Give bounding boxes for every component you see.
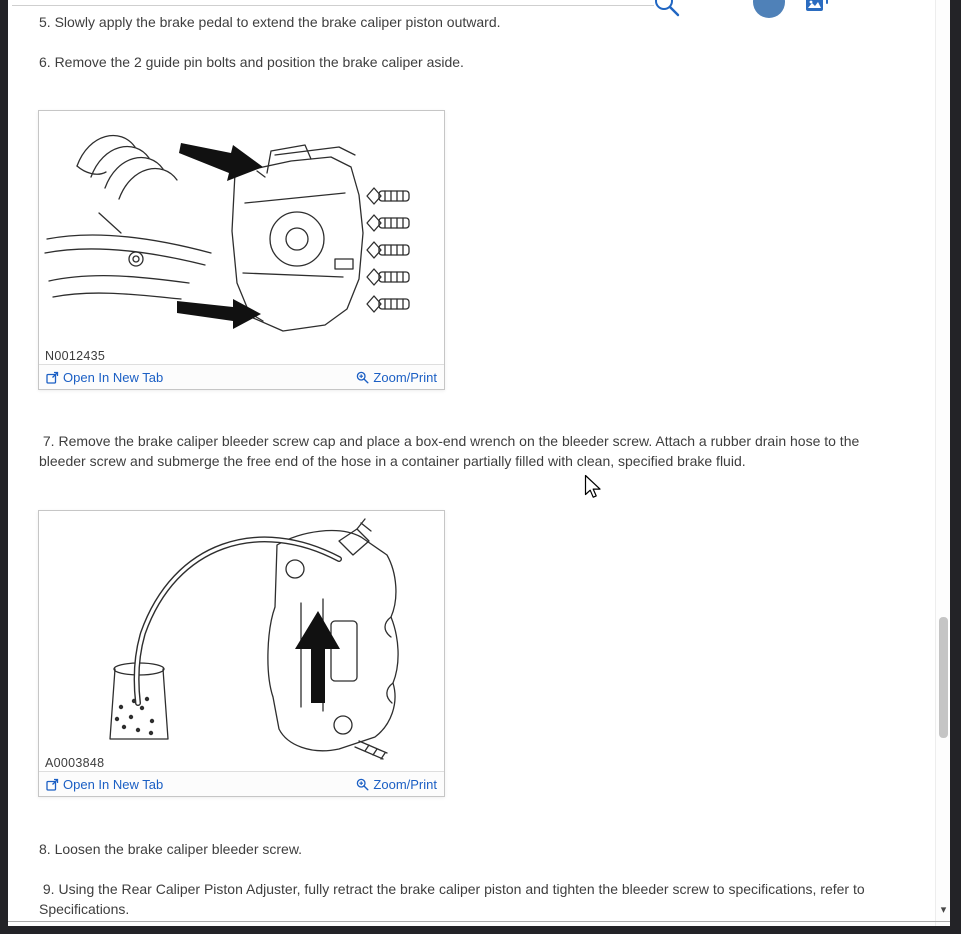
figure-footer [39, 364, 444, 389]
figure-2 [38, 510, 445, 797]
vertical-scrollbar[interactable] [935, 0, 950, 926]
scrollbar-thumb[interactable] [939, 617, 948, 738]
figure-footer [39, 771, 444, 796]
zoom-print-link[interactable] [356, 777, 437, 792]
figure-1-illustration [39, 111, 444, 365]
figure-id-label: N0012435 [45, 349, 106, 363]
zoom-icon [356, 371, 369, 384]
figure-1 [38, 110, 445, 390]
step-5: 5. Slowly apply the brake pedal to extend the brake caliper piston outward. [39, 14, 501, 30]
window-edge-bottom [0, 926, 961, 934]
figure-id-label: A0003848 [45, 756, 105, 770]
chevron-down-icon: ▾ [940, 903, 947, 916]
open-in-new-tab-label: Open In New Tab [63, 369, 164, 385]
open-in-new-tab-label: Open In New Tab [63, 776, 164, 792]
scroll-down-button[interactable] [936, 900, 951, 920]
window-edge-left [0, 0, 8, 934]
search-bar-border [12, 5, 654, 6]
external-link-icon [46, 778, 59, 791]
open-in-new-tab-link[interactable] [46, 777, 163, 792]
zoom-print-label: Zoom/Print [373, 776, 437, 792]
step-7: 7. Remove the brake caliper bleeder screw cap and place a box-end wrench on the bleeder screw. Attach a rubber drain hose to the bleeder screw and submerge the free end of the hose in a container partially filled with clean, specified brake fluid. [39, 433, 864, 469]
zoom-print-link[interactable] [356, 370, 437, 385]
window-edge-right [950, 0, 961, 934]
external-link-icon [46, 371, 59, 384]
zoom-print-label: Zoom/Print [373, 369, 437, 385]
step-6: 6. Remove the 2 guide pin bolts and position the brake caliper aside. [39, 54, 464, 70]
step-8: 8. Loosen the brake caliper bleeder screw. [39, 841, 303, 857]
content-page [8, 0, 935, 926]
content-bottom-border [8, 921, 950, 922]
zoom-icon [356, 778, 369, 791]
figure-2-illustration [39, 511, 444, 772]
open-in-new-tab-link[interactable] [46, 370, 163, 385]
step-9: 9. Using the Rear Caliper Piston Adjuster, fully retract the brake caliper piston and tighten the bleeder screw to specifications, refer to Specifications. [39, 881, 869, 917]
mouse-cursor [584, 474, 602, 500]
